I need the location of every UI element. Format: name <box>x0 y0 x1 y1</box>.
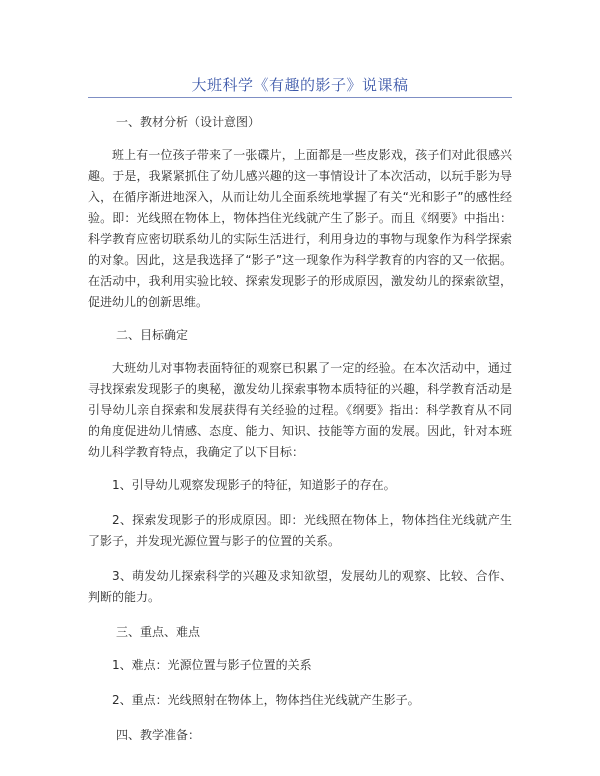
goal-item-2: 2、探索发现影子的形成原因。即：光线照在物体上，物体挡住光线就产生了影子，并发现光源位置与影子的位置的关系。 <box>88 513 512 548</box>
key-point-item-2: 2、重点：光线照射在物体上，物体挡住光线就产生影子。 <box>112 693 420 707</box>
key-point-item-1: 1、难点：光源位置与影子位置的关系 <box>112 658 312 672</box>
goal-item-3: 3、萌发幼儿探索科学的兴趣及求知欲望，发展幼儿的观察、比较、合作、判断的能力。 <box>88 569 512 604</box>
analysis-paragraph: 班上有一位孩子带来了一张碟片，上面都是一些皮影戏，孩子们对此很感兴趣。于是，我紧紧抓住了幼儿感兴趣的这一事情设计了本次活动，以玩手影为导入，在循序渐进地深入，从而让幼儿全面系统地掌握了有关“光和影子”的感性经验。即：光线照在物体上，物体挡住光线就产生了影子。而且《纲要》中指出：科学教育应密切联系幼儿的实际生活进行，利用身边的事物与现象作为科学探索的对象。因此，这是我选择了“影子”这一现象作为科学教育的内容的又一依据。在活动中，我利用实验比较、探索发现影子的形成原因，激发幼儿的探索欲望，促进幼儿的创新思维。 <box>88 148 512 309</box>
goals-paragraph: 大班幼儿对事物表面特征的观察已积累了一定的经验。在本次活动中，通过寻找探索发现影子的奥秘，激发幼儿探索事物本质特征的兴趣，科学教育活动是引导幼儿亲自探索和发展获得有关经验的过程。《纲要》指出：科学教育从不同的角度促进幼儿情感、态度、能力、知识、技能等方面的发展。因此，针对本班幼儿科学教育特点，我确定了以下目标： <box>88 361 512 459</box>
document-title: 大班科学《有趣的影子》说课稿 <box>191 76 409 94</box>
goal-item-1: 1、引导幼儿观察发现影子的特征，知道影子的存在。 <box>112 478 396 492</box>
document-body <box>88 112 512 758</box>
section-heading-key-points: 三、重点、难点 <box>116 625 201 639</box>
section-heading-preparation: 四、教学准备： <box>116 728 201 742</box>
section-heading-analysis: 一、教材分析（设计意图） <box>116 115 261 129</box>
title-underline <box>88 97 512 98</box>
section-heading-goals: 二、目标确定 <box>116 328 189 342</box>
